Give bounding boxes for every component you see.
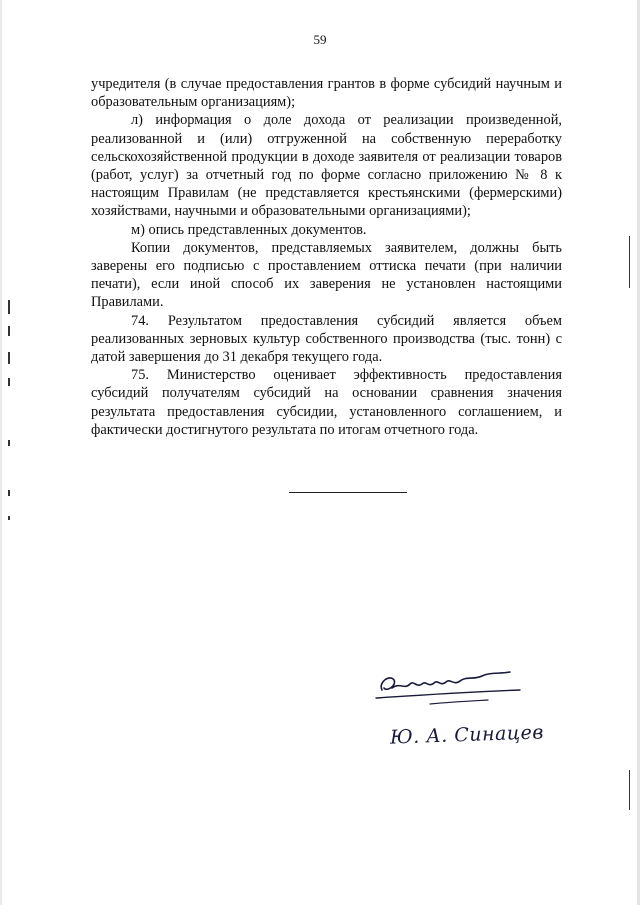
margin-mark <box>629 770 630 810</box>
paragraph: Копии документов, представляемых заявителем, должны быть заверены его подписью с проставлением оттиска печати (при наличии печати), если иной способ их заверения не установлен настоящими Правилами. <box>91 239 562 311</box>
margin-mark <box>8 300 10 314</box>
page-number: 59 <box>313 32 327 47</box>
paragraph: учредителя (в случае предоставления грантов в форме субсидий научным и образовательным организациям); <box>91 76 562 111</box>
paragraph: л) информация о доле дохода от реализации произведенной, реализованной и (или) отгруженной на собственную переработку сельскохозяйственной продукции в доходе заявителя от реализации товаров (работ, услуг) за отчетный год по форме согласно приложению № 8 к настоящим Правилам (не представляется крестьянскими (фермерскими) хозяйствами, научными и образовательными организациями); <box>91 112 562 220</box>
margin-mark <box>8 490 10 496</box>
margin-mark <box>8 352 10 364</box>
section-divider <box>289 492 407 493</box>
scan-left-edge <box>0 0 2 905</box>
margin-mark <box>8 378 10 386</box>
handwritten-signature <box>370 660 540 710</box>
document-body <box>91 75 562 439</box>
margin-mark <box>8 440 10 446</box>
paragraph: м) опись представленных документов. <box>131 221 367 238</box>
margin-mark <box>8 516 10 520</box>
margin-mark <box>629 236 630 288</box>
paragraph: 74. Результатом предоставления субсидий является объем реализованных зерновых культур собственного производства (тыс. тонн) с датой завершения до 31 декабря текущего года. <box>91 312 562 366</box>
paragraph: 75. Министерство оценивает эффективность предоставления субсидий получателям субсидий на основании сравнения значения результата предоставления субсидии, установленного соглашением, и фактически достигнутого результата по итогам отчетного года. <box>91 367 562 438</box>
margin-mark <box>8 326 10 336</box>
signature-name: Ю. А. Синацев <box>389 721 545 749</box>
